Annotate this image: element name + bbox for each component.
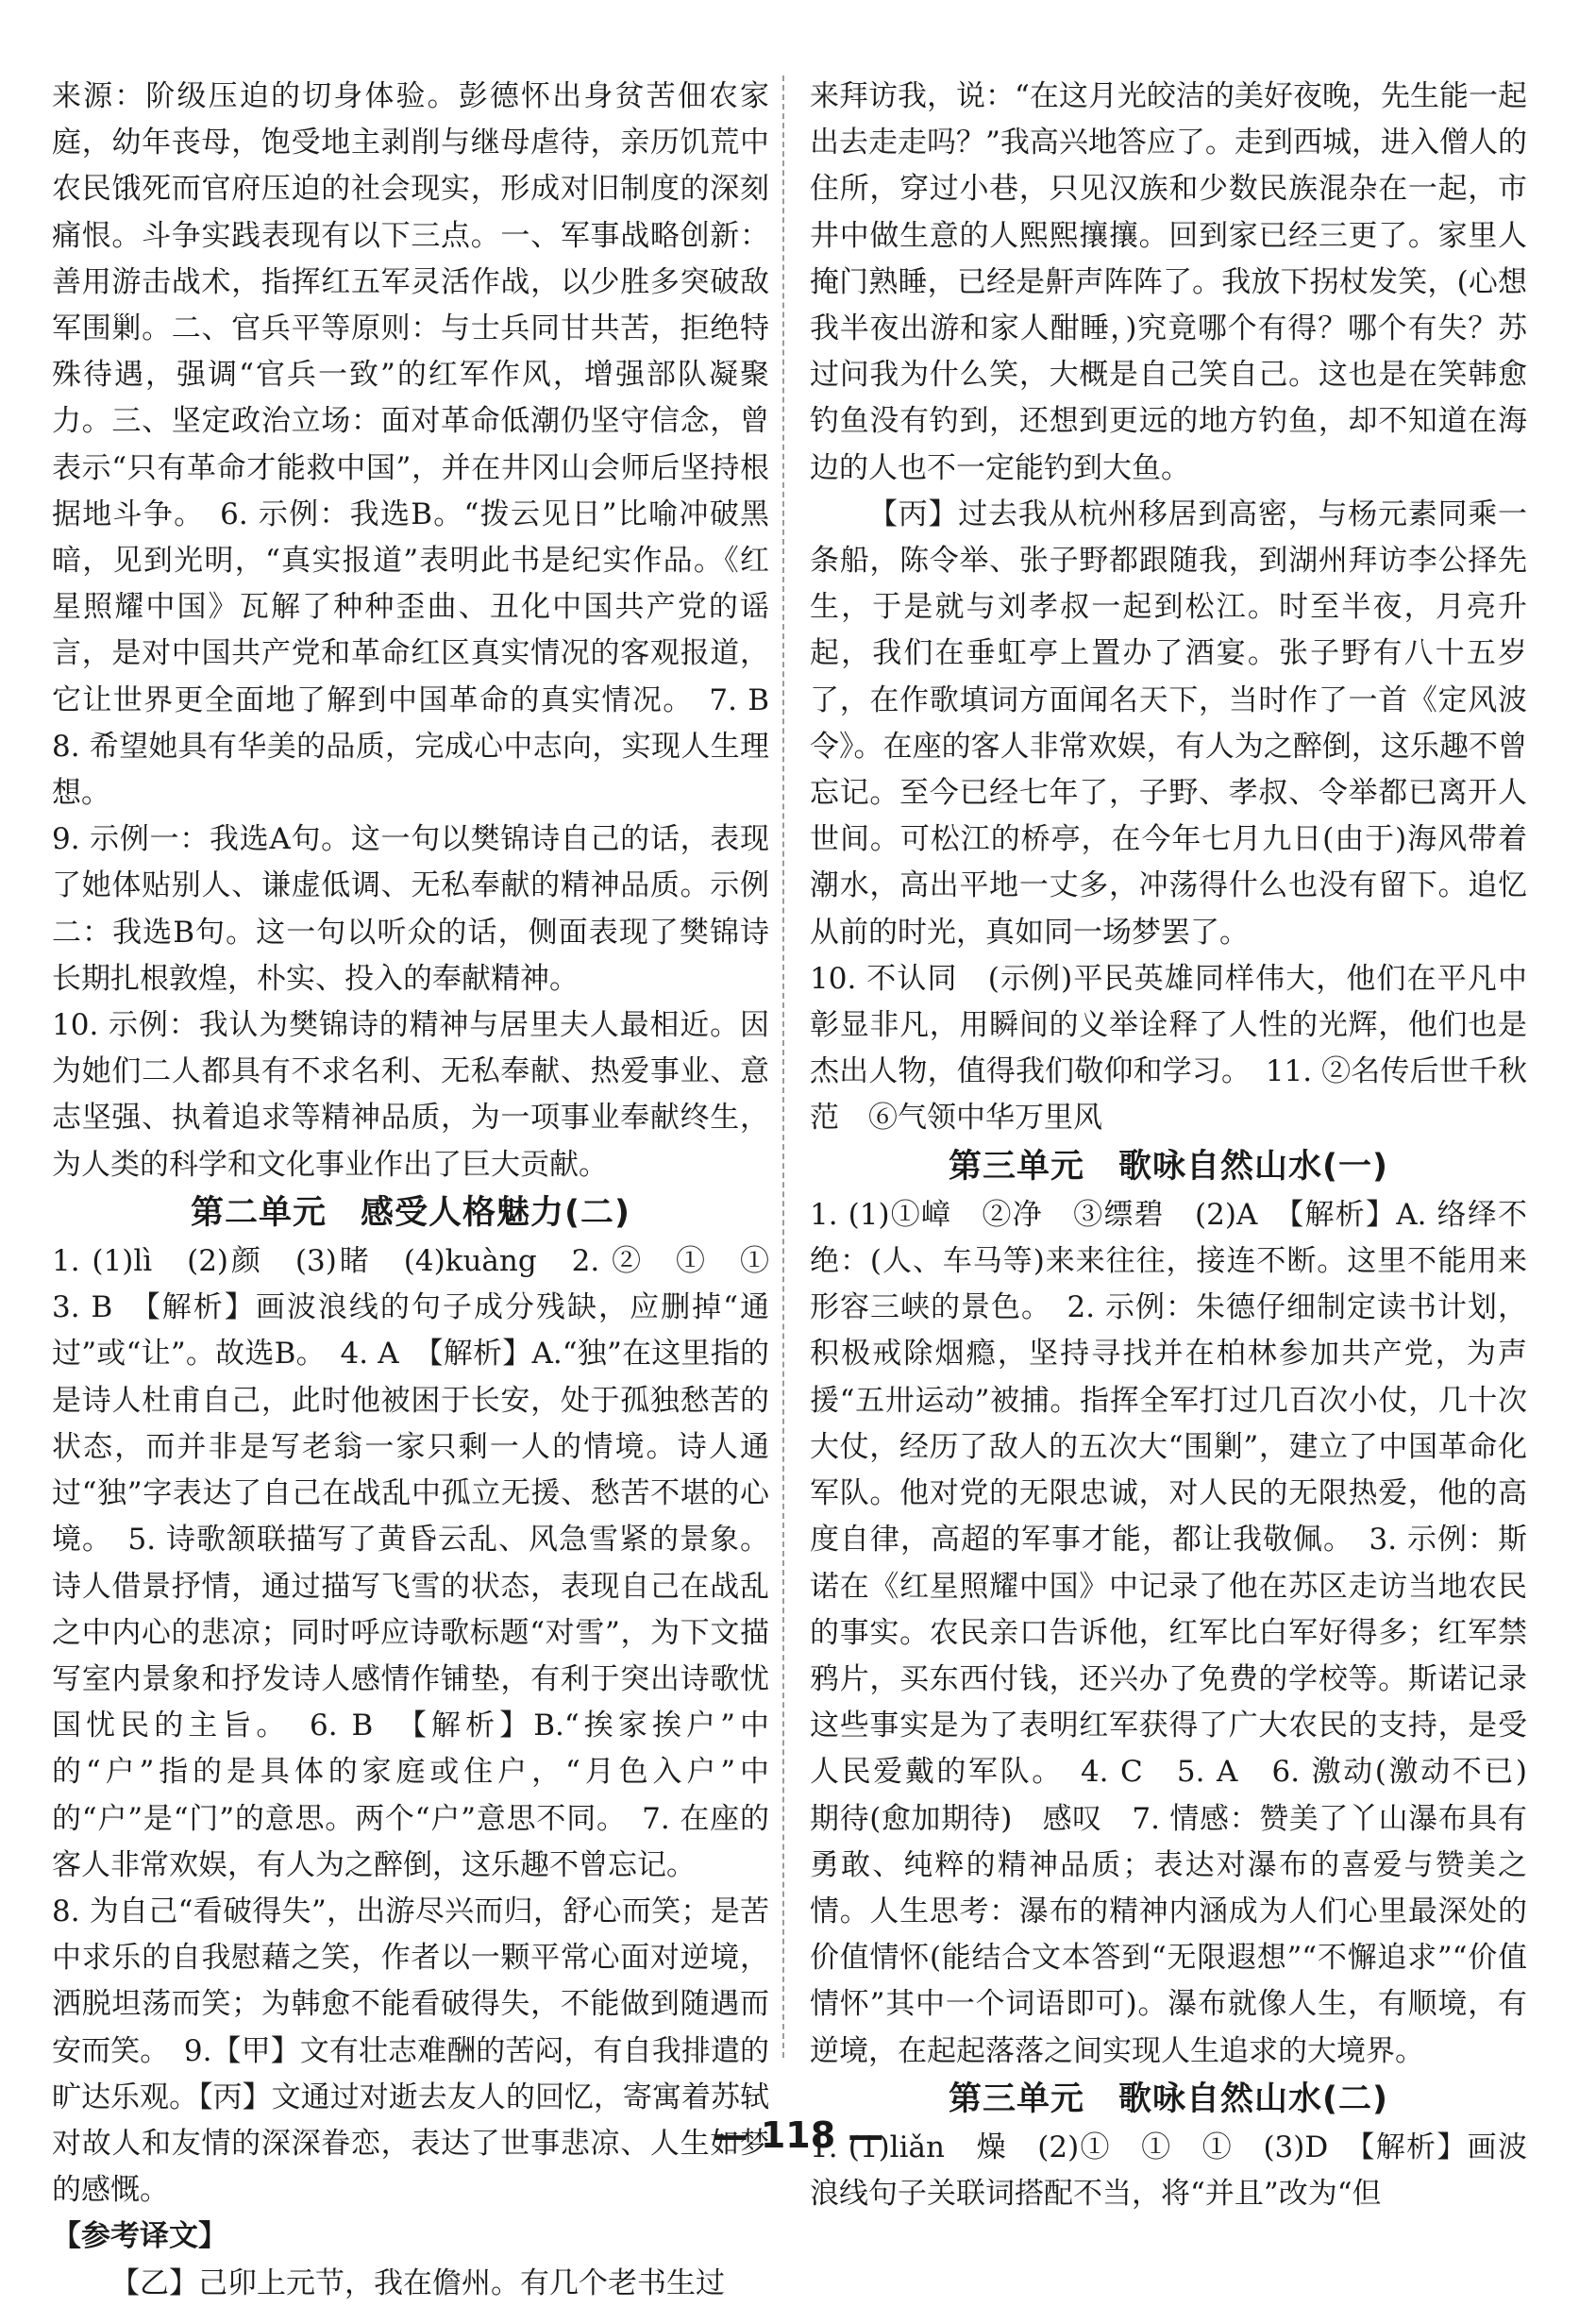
answer-paragraph: 来源：阶级压迫的切身体验。彭德怀出身贫苦佃农家庭，幼年丧母，饱受地主剥削与继母虐待，亲历饥荒中农民饿死而官府压迫的社会现实，形成对旧制度的深刻痛恨。斗争实践表现有以下三点。一、军事战略创新：善用游击战术，指挥红五军灵活作战，以少胜多突破敌军围剿。二、官兵平等原则：与士兵同甘共苦，拒绝特殊待遇，强调“官兵一致”的红军作风，增强部队凝聚力。三、坚定政治立场：面对革命低潮仍坚守信念，曾表示“只有革命才能救中国”，并在井冈山会师后坚持根据地斗争。 6. 示例：我选B。“拨云见日”比喻冲破黑暗，见到光明，“真实报道”表明此书是纪实作品。《红星照耀中国》瓦解了种种歪曲、丑化中国共产党的谣言，是对中国共产党和革命红区真实情况的客观报道，它让世界更全面地了解到中国革命的真实情况。 7. B 8. 希望她具有华美的品质，完成心中志向，实现人生理想。	[52, 79, 798, 811]
section-heading: 第三单元 歌咏自然山水(二)	[949, 2080, 1388, 2118]
section-heading: 第三单元 歌咏自然山水(一)	[949, 1147, 1388, 1186]
translation-paragraph: 【丙】过去我从杭州移居到高密，与杨元素同乘一条船，陈令举、张子野都跟随我，到湖州拜访李公择先生，于是就与刘孝叔一起到松江。时至半夜，月亮升起，我们在垂虹亭上置办了酒宴。张子野有八十五岁了，在作歌填词方面闻名天下，当时作了一首《定风波令》。在座的客人非常欢娱，有人为之醉倒，这乐趣不曾忘记。至今已经七年了，子野、孝叔、令举都已离开人世间。可松江的桥亭，在今年七月九日(由于)海风带着潮水，高出平地一丈多，冲荡得什么也没有留下。追忆从前的时光，真如同一场梦罢了。	[810, 497, 1527, 950]
answer-paragraph: 1. (1)①嶂 ②净 ③缥碧 (2)A 【解析】A. 络绎不绝：(人、车马等)来来往往，接连不断。这里不能用来形容三峡的景色。 2. 示例：朱德仔细制定读书计划，积极戒除烟瘾，坚持寻找并在柏林参加共产党，为声援“五卅运动”被捕。指挥全军打过几百次小仗，几十次大仗，经历了敌人的五次大“围剿”，建立了中国革命化军队。他对党的无限忠诚，对人民的无限热爱，他的高度自律，高超的军事才能，都让我敬佩。 3. 示例：斯诺在《红星照耀中国》中记录了他在苏区走访当地农民的事实。农民亲口告诉他，红军比白军好得多；红军禁鸦片，买东西付钱，还兴办了免费的学校等。斯诺记录这些事实是为了表明红军获得了广大农民的支持，是受人民爱戴的军队。 4. C 5. A 6. 激动(激动不已) 期待(愈加期待) 感叹 7. 情感：赞美了丫山瀑布具有勇敢、纯粹的精神品质；表达对瀑布的喜爱与赞美之情。人生思考：瀑布的精神内涵成为人们心里最深处的价值情怀(能结合文本答到“无限遐想”“不懈追求”“价值情怀”其中一个词语即可)。瀑布就像人生，有顺境，有逆境，在起起落落之间实现人生追求的大境界。	[810, 1197, 1556, 2068]
column-divider	[782, 76, 784, 2058]
answer-paragraph: 10. 不认同 (示例)平民英雄同样伟大，他们在平凡中彰显非凡，用瞬间的义举诠释了人性的光辉，他们也是杰出人物，值得我们敬仰和学习。 11. ②名传后世千秋范 ⑥气领中华万里风	[810, 961, 1527, 1136]
page-number: — 118 —	[712, 2114, 884, 2156]
right-column	[810, 74, 1556, 2217]
answer-paragraph: 10. 示例：我认为樊锦诗的精神与居里夫人最相近。因为她们二人都具有不求名利、无私奉献、热爱事业、意志坚强、执着追求等精神品质，为一项事业奉献终生，为人类的科学和文化事业作出了巨大贡献。	[52, 1008, 769, 1182]
section-heading: 第二单元 感受人格魅力(二)	[191, 1193, 630, 1232]
answer-paragraph: 8. 为自己“看破得失”，出游尽兴而归，舒心而笑；是苦中求乐的自我慰藉之笑，作者以一颗平常心面对逆境，洒脱坦荡而笑；为韩愈不能看破得失，不能做到随遇而安而笑。 9.【甲】文有壮志难酬的苦闷，有自我排遣的旷达乐观。【丙】文通过对逝去友人的回忆，寄寓着苏轼对故人和友情的深深眷恋，表达了世事悲凉、人生如梦的感慨。	[52, 1894, 769, 2208]
answer-paragraph: 1. (1)lì (2)颜 (3)睹 (4)kuàng 2. ② ① ① 3. B 【解析】画波浪线的句子成分残缺，应删掉“通过”或“让”。故选B。 4. A 【解析】A.“独”在这里指的是诗人杜甫自己，此时他被困于长安，处于孤独愁苦的状态，而并非是写老翁一家只剩一人的情境。诗人通过“独”字表达了自己在战乱中孤立无援、愁苦不堪的心境。 5. 诗歌颔联描写了黄昏云乱、风急雪紧的景象。诗人借景抒情，通过描写飞雪的状态，表现自己在战乱之中内心的悲凉；同时呼应诗歌标题“对雪”，为下文描写室内景象和抒发诗人感情作铺垫，有利于突出诗歌忧国忧民的主旨。 6. B 【解析】B.“挨家挨户”中的“户”指的是具体的家庭或住户，“月色入户”中的“户”是“门”的意思。两个“户”意思不同。 7. 在座的客人非常欢娱，有人为之醉倒，这乐趣不曾忘记。	[52, 1244, 798, 1882]
translation-paragraph: 【乙】己卯上元节，我在儋州。有几个老书生过	[110, 2265, 725, 2300]
answer-paragraph: 9. 示例一：我选A句。这一句以樊锦诗自己的话，表现了她体贴别人、谦虚低调、无私奉献的精神品质。示例二：我选B句。这一句以听众的话，侧面表现了樊锦诗长期扎根敦煌，朴实、投入的奉献精神。	[52, 822, 769, 996]
translation-title: 【参考译文】	[52, 2219, 227, 2254]
translation-paragraph: 来拜访我，说：“在这月光皎洁的美好夜晚，先生能一起出去走走吗？”我高兴地答应了。走到西城，进入僧人的住所，穿过小巷，只见汉族和少数民族混杂在一起，市井中做生意的人熙熙攘攘。回到家已经三更了。家里人掩门熟睡，已经是鼾声阵阵了。我放下拐杖发笑，(心想我半夜出游和家人酣睡，)究竟哪个有得？哪个有失？苏过问我为什么笑，大概是自己笑自己。这也是在笑韩愈钓鱼没有钓到，还想到更远的地方钓鱼，却不知道在海边的人也不一定能钓到大鱼。	[810, 79, 1527, 485]
answer-paragraph: 1. (1)liǎn 燥 (2)① ① ① (3)D 【解析】画波浪线句子关联词搭配不当，将“并且”改为“但	[810, 2130, 1527, 2212]
